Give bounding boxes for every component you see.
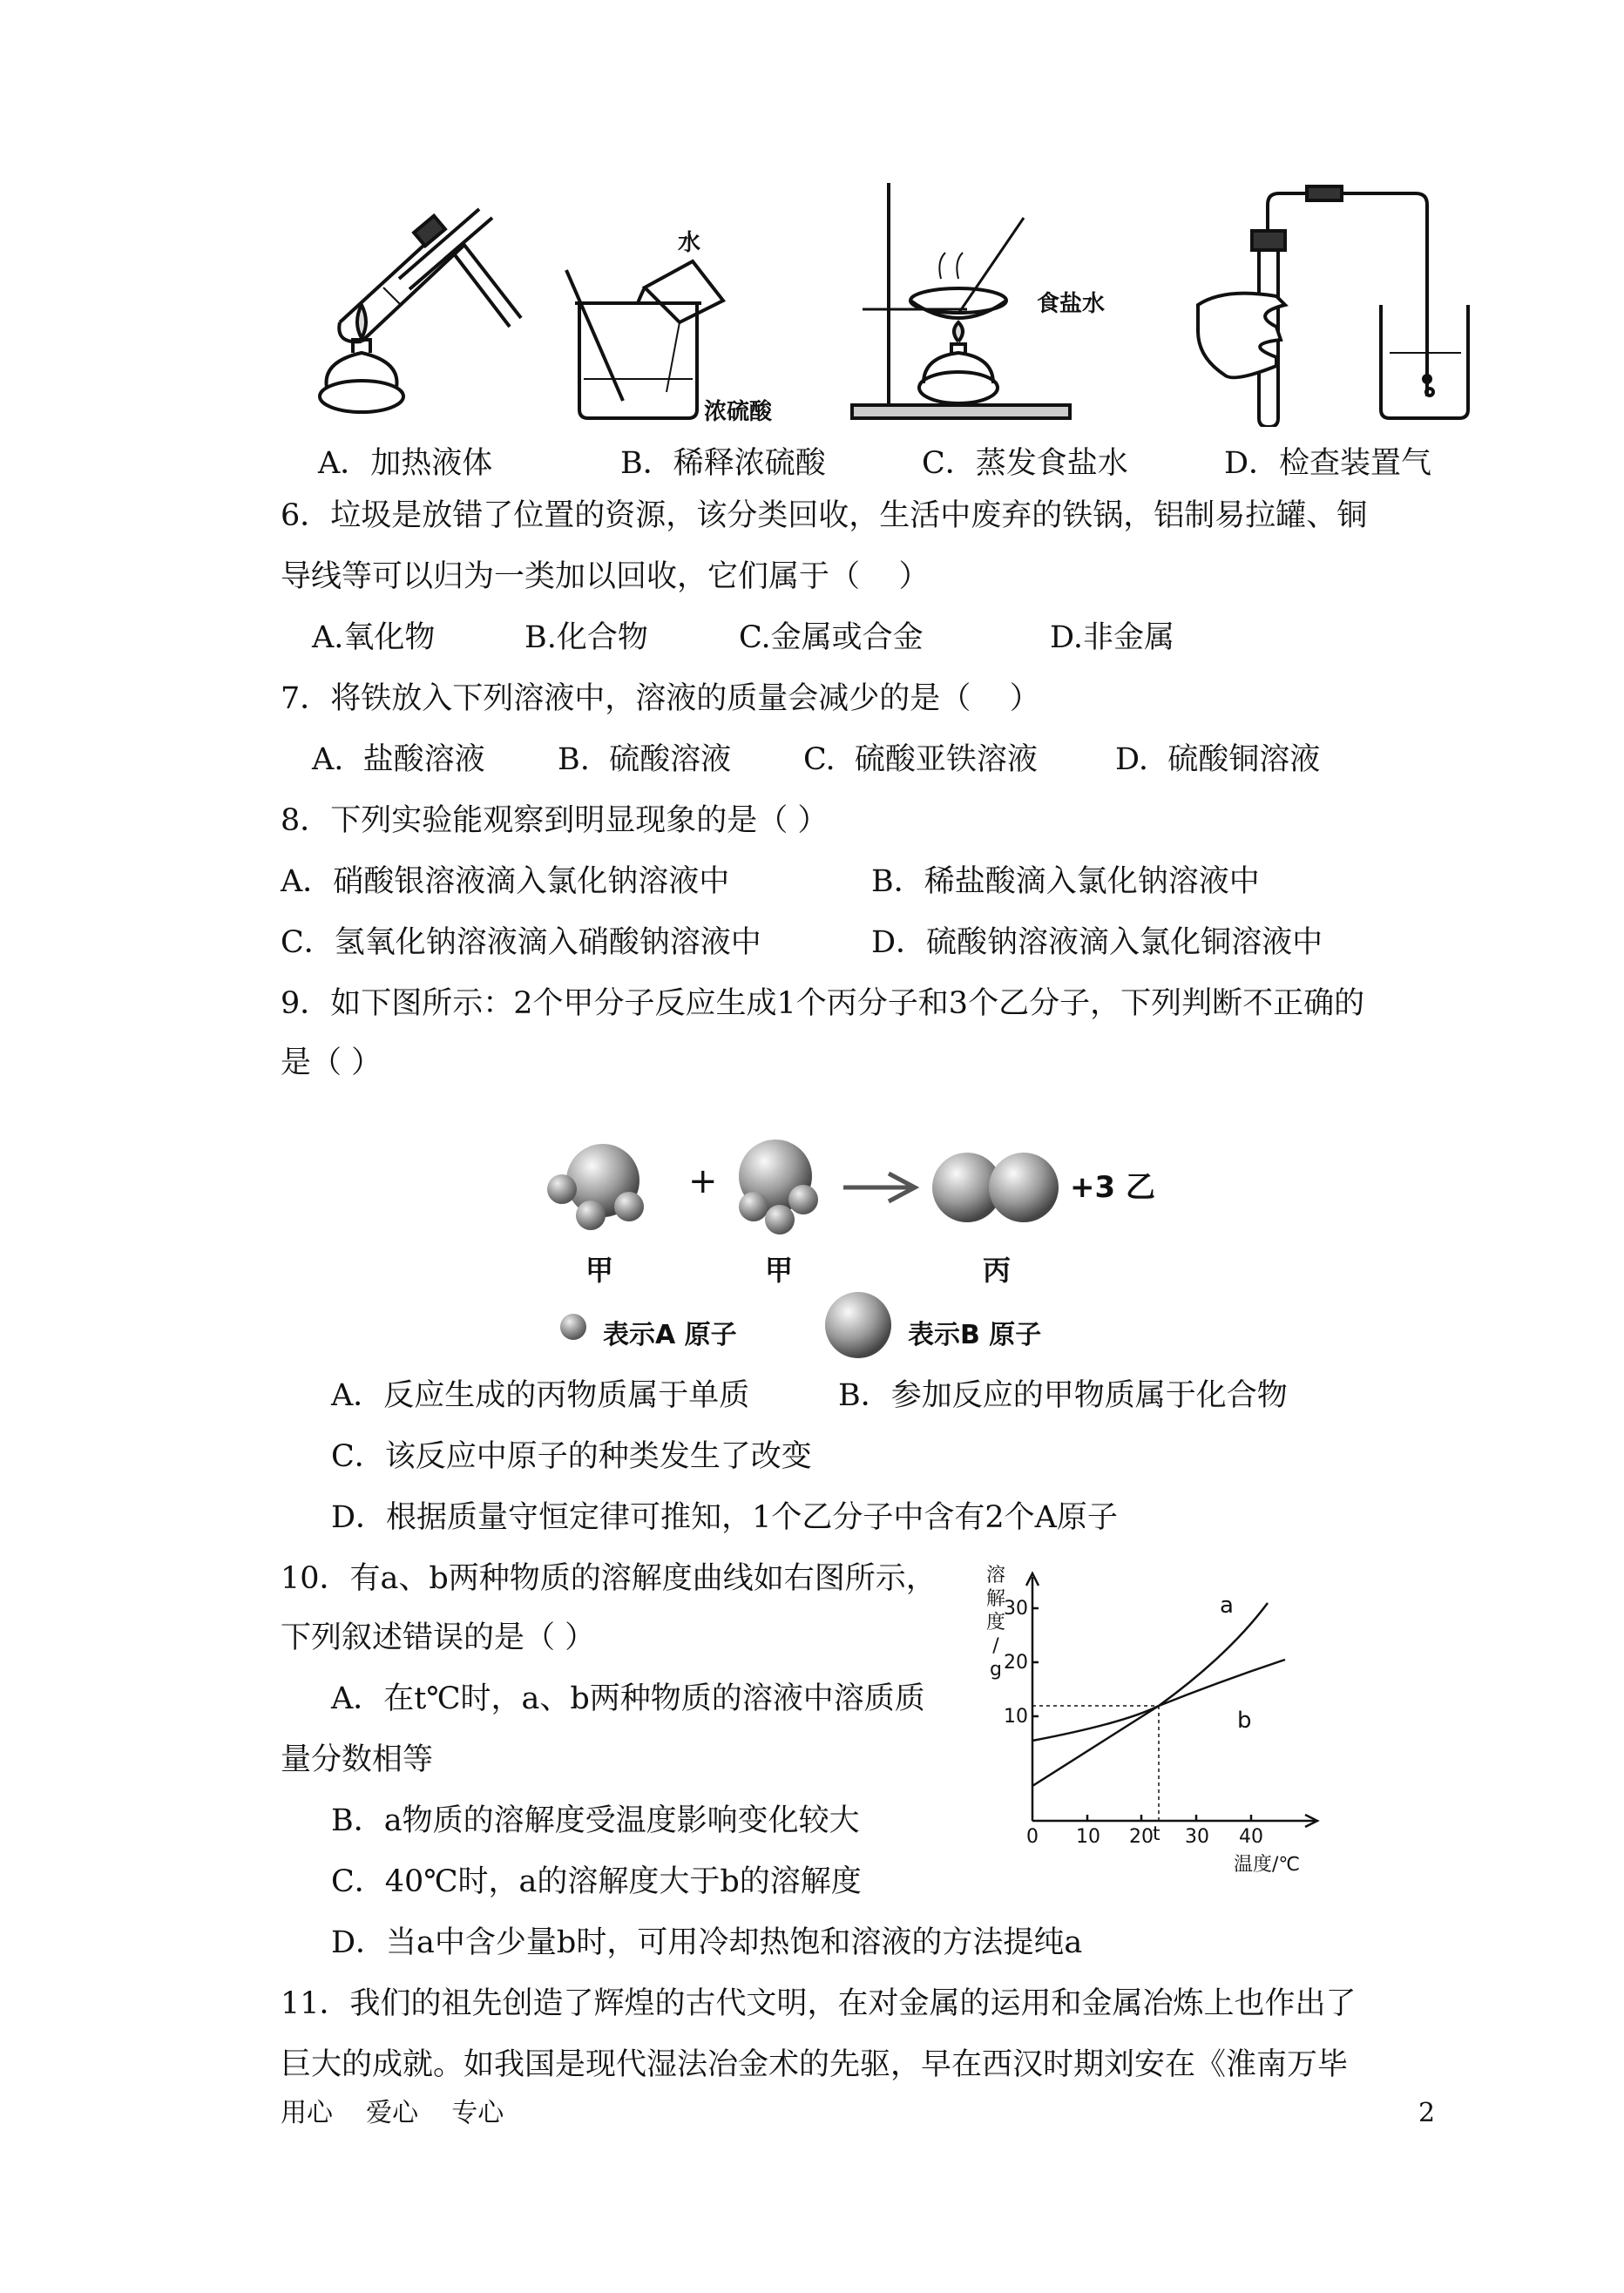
curve-a: [1032, 1603, 1268, 1786]
y-label-char-3: 度: [985, 1612, 1005, 1634]
q11-line2: 巨大的成就。如我国是现代湿法冶金术的先驱，早在西汉时期刘安在《淮南万毕: [281, 2047, 1349, 2082]
legend-a-label: 表示A 原子: [603, 1320, 737, 1350]
q9-option-b: B．参加反应的甲物质属于化合物: [838, 1378, 1288, 1413]
molecule-reaction-diagram: [531, 1128, 1176, 1390]
atom-a-legend-icon: [560, 1314, 586, 1340]
q7-stem: 7．将铁放入下列溶液中，溶液的质量会减少的是（ ）: [281, 681, 1040, 716]
q9-option-d: D．根据质量守恒定律可推知，1个乙分子中含有2个A原子: [331, 1500, 1118, 1535]
q8-option-a: A．硝酸银溶液滴入氯化钠溶液中: [281, 864, 730, 899]
curve-a-label: a: [1220, 1593, 1234, 1619]
q7-option-c: C. 硫酸亚铁溶液: [803, 742, 1038, 777]
concentrated-acid-label: 浓硫酸: [704, 399, 773, 425]
q6-option-c: C.金属或合金: [739, 620, 924, 655]
jia-label-2: 甲: [765, 1254, 794, 1287]
y-label-char-4: /: [992, 1635, 999, 1657]
q9-option-a: A．反应生成的丙物质属于单质: [331, 1378, 750, 1413]
y-label-char-2: 解: [985, 1588, 1005, 1610]
caption-d: D．检查装置气: [1224, 446, 1432, 481]
x-tick-30: 30: [1185, 1826, 1209, 1848]
atom-b-legend-icon: [825, 1292, 891, 1358]
q6-option-b: B.化合物: [524, 620, 648, 655]
q10-option-d: D．当a中含少量b时，可用冷却热饱和溶液的方法提纯a: [331, 1925, 1083, 1960]
q11-line1: 11．我们的祖先创造了辉煌的古代文明，在对金属的运用和金属冶炼上也作出了: [281, 1986, 1357, 2021]
y-tick-10: 10: [1004, 1706, 1028, 1728]
intersection-guides: [1032, 1706, 1159, 1821]
x-tick-20: 20: [1129, 1826, 1154, 1848]
x-axis-label: 温度/℃: [1234, 1854, 1301, 1876]
q9-option-c: C．该反应中原子的种类发生了改变: [331, 1439, 812, 1474]
legend-b-label: 表示B 原子: [908, 1320, 1042, 1350]
bing-label: 丙: [983, 1254, 1012, 1287]
jia-molecule-1: [547, 1144, 644, 1230]
q7-option-d: D. 硫酸铜溶液: [1115, 742, 1321, 777]
x-tick-10: 10: [1076, 1826, 1100, 1848]
q10-stem-line1: 10．有a、b两种物质的溶解度曲线如右图所示，: [281, 1561, 937, 1596]
page-number: 2: [1418, 2098, 1436, 2128]
caption-c: C．蒸发食盐水: [922, 446, 1128, 481]
q10-option-a-line1: A．在t℃时，a、b两种物质的溶液中溶质质: [331, 1681, 925, 1716]
y-label-char-1: 溶: [985, 1565, 1005, 1586]
caption-a: A．加热液体: [318, 446, 493, 481]
plus-sign: +: [688, 1161, 718, 1201]
q10-option-b: B．a物质的溶解度受温度影响变化较大: [331, 1803, 860, 1838]
apparatus-figure-row: [314, 174, 1472, 427]
x-tick-t: t: [1153, 1823, 1160, 1845]
solubility-curve-graph: [976, 1559, 1324, 1877]
x-tick-0: 0: [1026, 1826, 1039, 1848]
heating-liquid-figure: [314, 174, 540, 427]
y-tick-30: 30: [1004, 1598, 1028, 1620]
q6-stem-line1: 6．垃圾是放错了位置的资源，该分类回收，生活中废弃的铁锅，铝制易拉罐、铜: [281, 498, 1368, 533]
q8-option-b: B．稀盐酸滴入氯化钠溶液中: [871, 864, 1260, 899]
q6-option-a: A.氧化物: [312, 620, 436, 655]
q9-stem-line2: 是（ ）: [281, 1045, 382, 1080]
curve-b-label: b: [1237, 1708, 1252, 1734]
salt-water-label: 食盐水: [1037, 291, 1106, 317]
x-tick-40: 40: [1239, 1826, 1263, 1848]
bing-molecule: [932, 1153, 1059, 1222]
q8-option-c: C．氢氧化钠溶液滴入硝酸钠溶液中: [281, 925, 761, 960]
product-extra-label: +3 乙: [1070, 1170, 1155, 1205]
q6-stem-line2: 导线等可以归为一类加以回收，它们属于（ ）: [281, 559, 930, 594]
q9-stem-line1: 9．如下图所示：2个甲分子反应生成1个丙分子和3个乙分子，下列判断不正确的: [281, 986, 1365, 1021]
q10-stem-line2: 下列叙述错误的是（ ）: [281, 1620, 596, 1655]
airtightness-check-figure: [1189, 174, 1472, 427]
q10-option-c: C．40℃时，a的溶解度大于b的溶解度: [331, 1864, 862, 1899]
q8-stem: 8．下列实验能观察到明显现象的是（ ）: [281, 803, 829, 838]
q6-option-d: D.非金属: [1050, 620, 1174, 655]
y-tick-20: 20: [1004, 1652, 1028, 1674]
q10-option-a-line2: 量分数相等: [281, 1742, 434, 1777]
q7-option-a: A. 盐酸溶液: [312, 742, 485, 777]
footer-motto: 用心 爱心 专心: [281, 2098, 504, 2128]
y-label-char-5: g: [990, 1659, 1002, 1681]
caption-b: B．稀释浓硫酸: [620, 446, 826, 481]
jia-molecule-2: [739, 1140, 818, 1234]
q8-option-d: D．硫酸钠溶液滴入氯化铜溶液中: [871, 925, 1323, 960]
jia-label-1: 甲: [585, 1254, 614, 1287]
water-label: 水: [678, 230, 701, 256]
q7-option-b: B. 硫酸溶液: [558, 742, 732, 777]
dilute-acid-figure: [558, 174, 836, 427]
